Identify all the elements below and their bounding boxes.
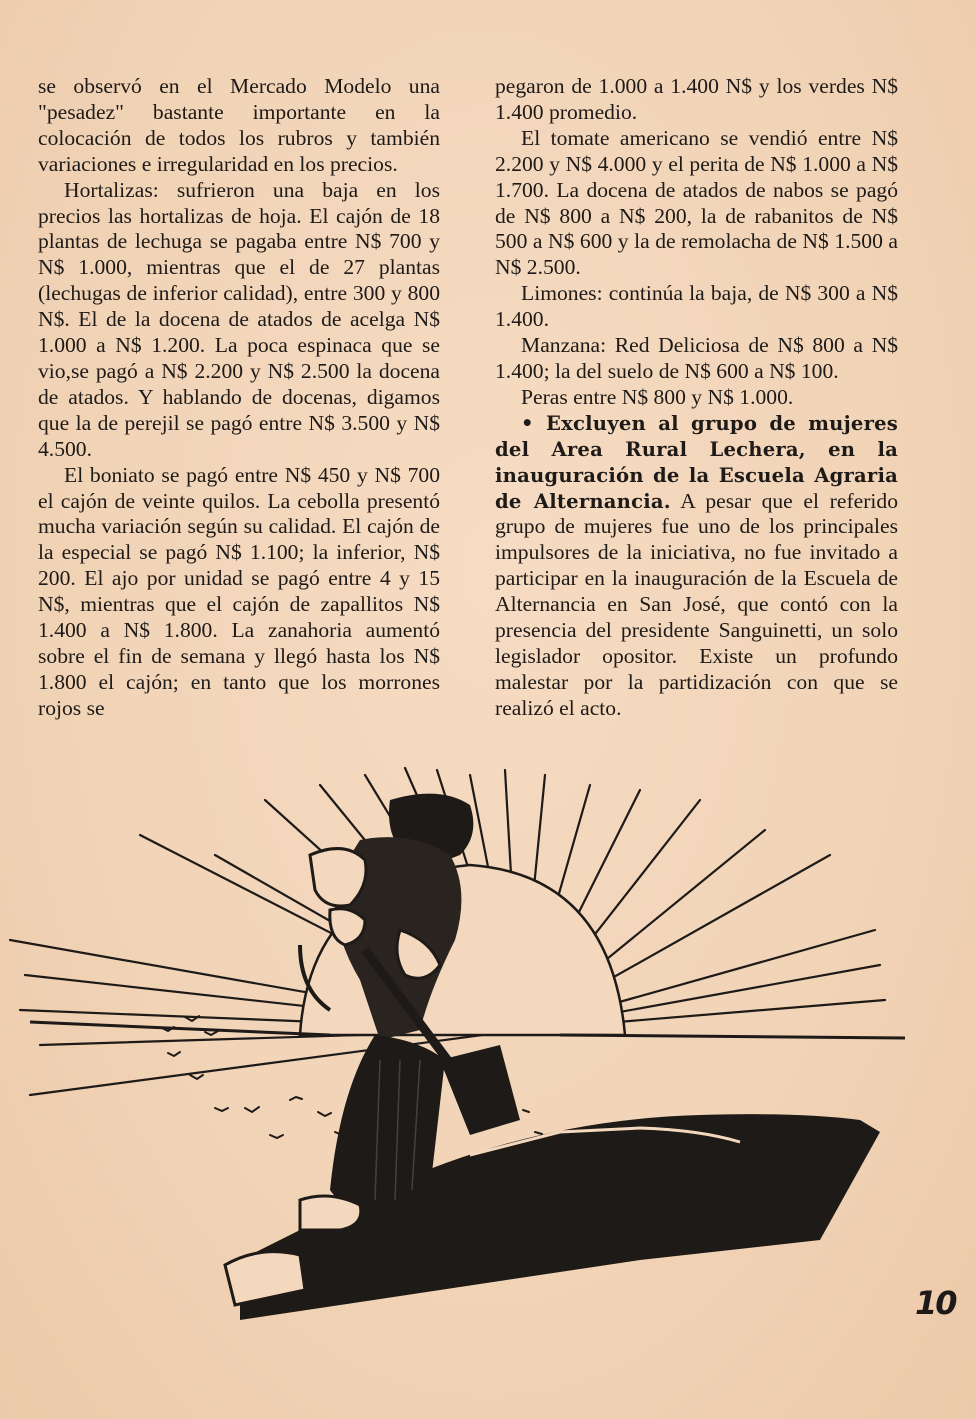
right-paragraph-2: El tomate americano se vendió entre N$ 2.200 y N$ 4.000 y el perita de N$ 1.000 a N$ 1.700. La docena de atados de nabos se pagó de N$ 800 a N$ 200, la de rabanitos de N$ 500 a N$ 600 y la de remolacha de N$ 1.500 a N$ 2.500. — [495, 125, 898, 280]
right-paragraph-4: Manzana: Red Deliciosa de N$ 800 a N$ 1.400; la del suelo de N$ 600 a N$ 100. — [495, 333, 898, 383]
left-column — [38, 74, 440, 722]
right-paragraph-5: Peras entre N$ 800 y N$ 1.000. — [521, 384, 794, 409]
page-number: 10 — [915, 1284, 956, 1322]
left-paragraph-2: Hortalizas: sufrieron una baja en los precios las hortalizas de hoja. El cajón de 18 plantas de lechuga se pagaba entre N$ 700 y N$ 1.000, mientras que el de 27 plantas (lechugas de inferior calidad), entre 300 y 800 N$. El de la docena de atados de acelga N$ 1.000 a N$ 1.200. La poca espinaca que se vio,se pagó a N$ 2.200 y N$ 2.500 la docena de atados. Y hablando de docenas, digamos que la de perejil se pagó entre N$ 3.500 y N$ 4.500. — [38, 177, 440, 461]
right-paragraph-3: Limones: continúa la baja, de N$ 300 a N$ 1.400. — [495, 281, 898, 332]
right-paragraph-1: pegaron de 1.000 a 1.400 N$ y los verdes N$ 1.400 promedio. — [495, 74, 898, 124]
news-body: A pesar que el referido grupo de mujeres fue uno de los principales impulsores de la iniciativa, no fue invitado a participar en la inauguración de la Escuela de Alternancia en San José, que contó con la presencia del presidente Sanguinetti, un solo legislador opositor. Existe un profundo malestar por la partidización con que se realizó el acto. — [495, 488, 899, 720]
right-column — [495, 74, 898, 722]
news-headline: • Excluyen al grupo de mujeres del Area Rural Lechera, en la inauguración de la Escuela Agraria de Alternancia. — [495, 411, 898, 513]
farmer-with-hoe-sunrise-illustration — [0, 760, 976, 1360]
right-paragraph-6 — [495, 411, 898, 722]
left-paragraph-1: se observó en el Mercado Modelo una "pesadez" bastante importante en la colocación de todos los rubros y también variaciones e irregularidad en los precios. — [38, 74, 440, 176]
left-paragraph-3: El boniato se pagó entre N$ 450 y N$ 700 el cajón de veinte quilos. La cebolla presentó mucha variación según su calidad. El cajón de la especial se pagó N$ 1.100; la inferior, N$ 200. El ajo por unidad se pagó entre 4 y 15 N$, mientras que el cajón de zapallitos N$ 1.400 a N$ 1.800. La zanahoria aumentó sobre el fin de semana y llegó hasta los N$ 1.800 el cajón; en tanto que los morrones rojos se — [38, 462, 440, 720]
